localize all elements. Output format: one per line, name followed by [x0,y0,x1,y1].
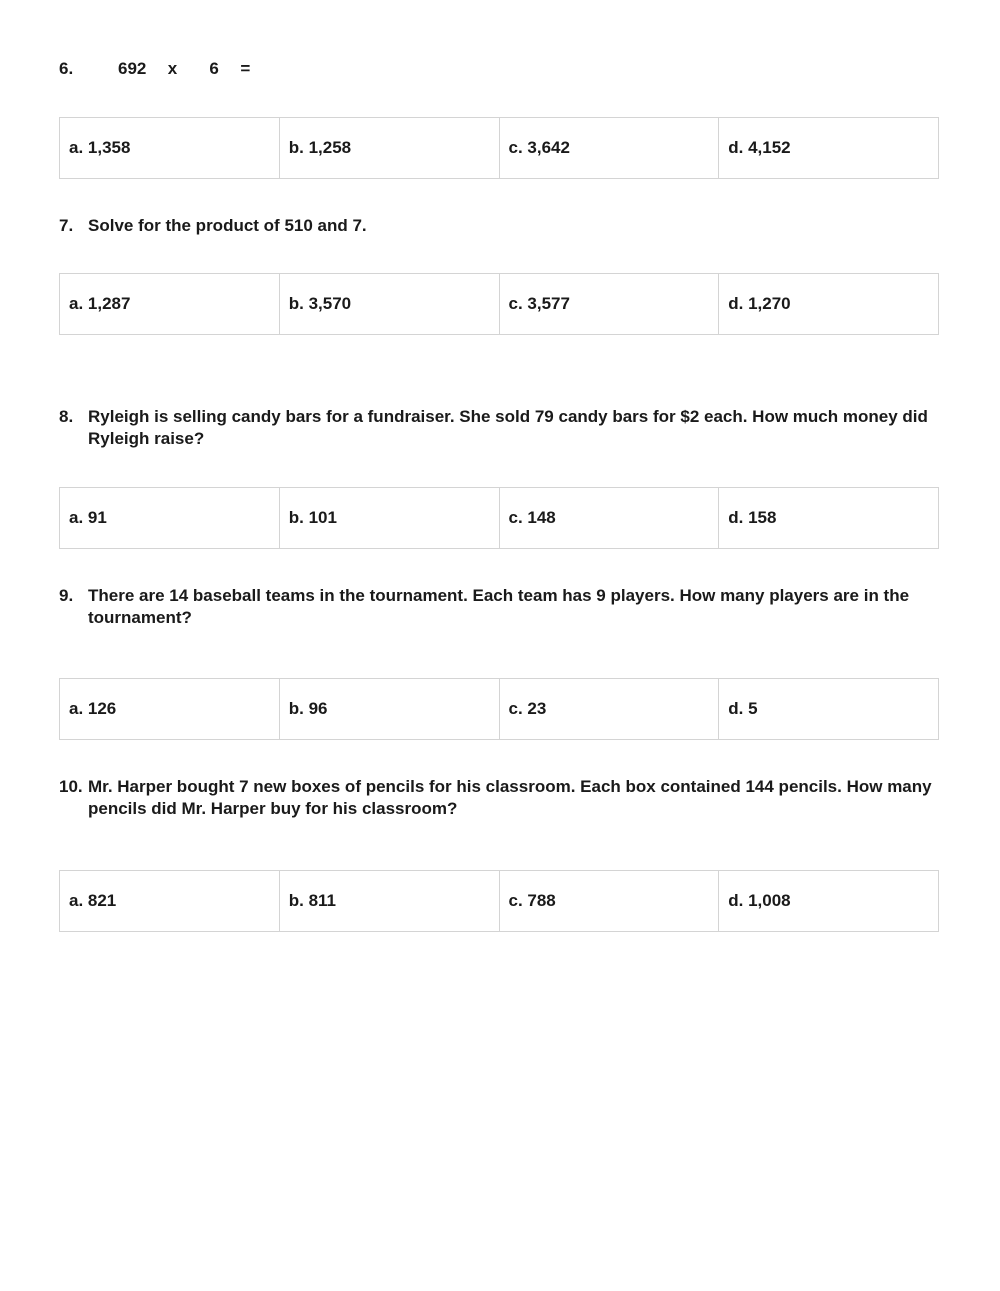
question-text: 692 x 6 = [118,59,251,78]
option-c[interactable]: c. 788 [499,871,719,931]
option-b[interactable]: b. 101 [279,488,499,548]
option-b[interactable]: b. 96 [279,679,499,739]
question-text: Ryleigh is selling candy bars for a fundraiser. She sold 79 candy bars for $2 each. How much money did Ryleigh raise? [88,407,928,448]
option-d[interactable]: d. 5 [718,679,938,739]
answer-options-9 [59,678,939,740]
question-number: 10. [59,777,83,796]
question-8 [59,406,939,450]
option-b[interactable]: b. 3,570 [279,274,499,334]
option-a[interactable]: a. 1,287 [69,294,131,313]
option-c[interactable]: c. 148 [499,488,719,548]
option-b[interactable]: b. 1,258 [279,118,499,178]
question-10 [59,776,939,820]
question-text: Mr. Harper bought 7 new boxes of pencils for his classroom. Each box contained 144 pencils. How many pencils did Mr. Harper buy for his classroom? [88,777,932,818]
option-a[interactable]: a. 91 [69,508,107,527]
question-number: 9. [59,586,74,605]
question-number: 7. [59,216,74,235]
question-text: Solve for the product of 510 and 7. [88,216,367,235]
option-c[interactable]: c. 23 [499,679,719,739]
answer-options-10 [59,870,939,932]
option-b[interactable]: b. 811 [279,871,499,931]
option-a[interactable]: a. 821 [69,891,117,910]
option-a[interactable]: a. 126 [69,699,117,718]
question-7 [59,215,939,237]
question-number: 8. [59,407,74,426]
answer-options-8 [59,487,939,549]
option-c[interactable]: c. 3,642 [499,118,719,178]
question-text: There are 14 baseball teams in the tournament. Each team has 9 players. How many players are in the tournament? [88,586,910,627]
question-number: 6. [59,59,74,78]
option-d[interactable]: d. 1,008 [718,871,938,931]
question-9 [59,585,939,629]
option-a[interactable]: a. 1,358 [69,138,131,157]
question-6 [59,58,939,80]
answer-options-7 [59,273,939,335]
answer-options-6 [59,117,939,179]
option-d[interactable]: d. 1,270 [718,274,938,334]
option-d[interactable]: d. 4,152 [718,118,938,178]
option-d[interactable]: d. 158 [718,488,938,548]
option-c[interactable]: c. 3,577 [499,274,719,334]
